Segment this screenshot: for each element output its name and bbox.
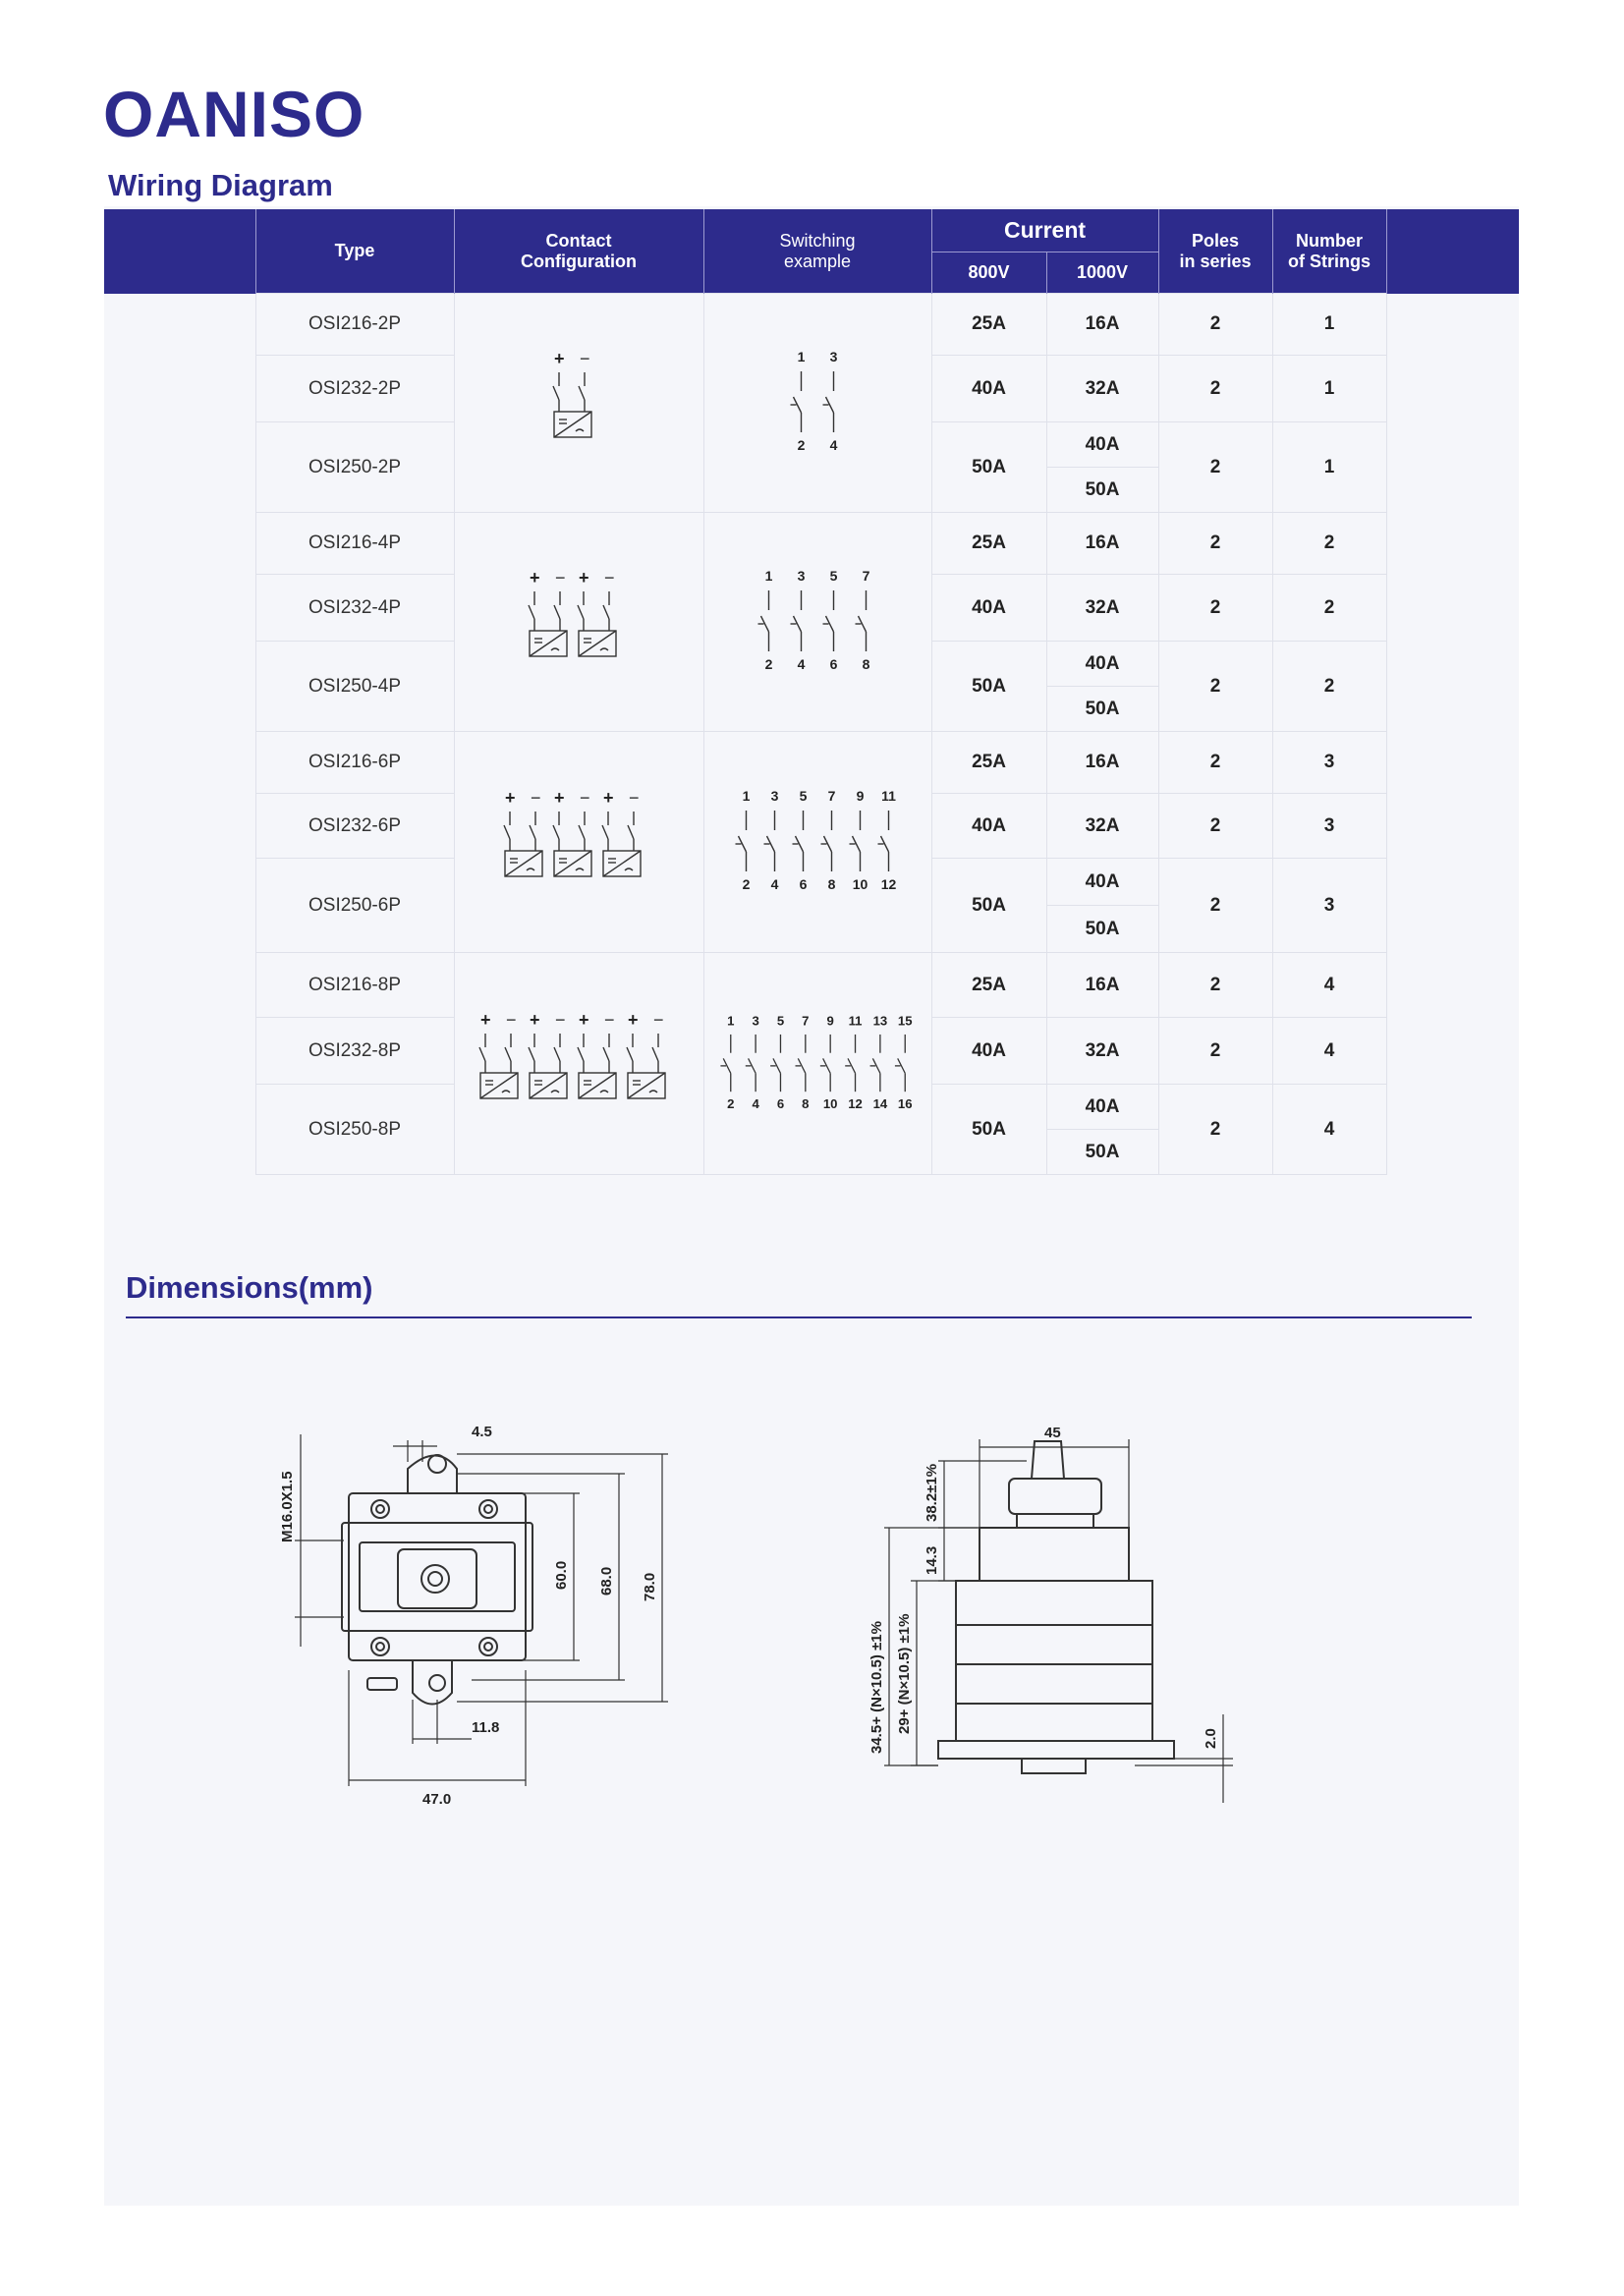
blank-cell [104, 953, 255, 1175]
switching-example-cell [703, 294, 931, 513]
pv-module-icon [504, 812, 542, 876]
pv-module-icon [529, 1034, 567, 1098]
pv-module-icon [602, 812, 641, 876]
terminal-number-top: 11 [881, 788, 896, 804]
terminal-number-bottom: 2 [742, 876, 751, 892]
minus-terminal-label: − [580, 788, 590, 808]
strings-cell: 2 [1272, 575, 1386, 642]
terminal-number-bottom: 6 [799, 876, 808, 892]
terminal-number-top: 3 [751, 1013, 759, 1029]
poles-cell: 2 [1158, 859, 1272, 953]
minus-terminal-label: − [629, 788, 640, 808]
poles-cell: 2 [1158, 1085, 1272, 1175]
header-contact-configuration: Contact Configuration [454, 209, 703, 294]
type-cell: OSI216-6P [255, 732, 454, 794]
header-blank [104, 209, 255, 294]
minus-terminal-label: − [580, 349, 590, 368]
terminal-number-bottom: 8 [827, 876, 836, 892]
current-800v-cell: 50A [931, 642, 1046, 732]
current-800v-cell: 25A [931, 953, 1046, 1018]
terminal-number-top: 1 [742, 788, 751, 804]
minus-terminal-label: − [506, 1009, 517, 1030]
header-1000v: 1000V [1046, 252, 1158, 294]
poles-cell: 2 [1158, 1018, 1272, 1085]
terminal-number-bottom: 6 [829, 656, 838, 672]
current-1000v-cell: 50A [1046, 468, 1158, 513]
terminal-number-top: 3 [797, 568, 806, 584]
type-cell: OSI216-2P [255, 294, 454, 356]
plus-terminal-label: + [628, 1009, 639, 1030]
dimensions-rule [126, 1316, 1472, 1318]
poles-cell: 2 [1158, 575, 1272, 642]
terminal-number-bottom: 10 [822, 1095, 837, 1111]
current-1000v-cell: 32A [1046, 356, 1158, 422]
poles-cell: 2 [1158, 732, 1272, 794]
terminal-number-top: 9 [856, 788, 865, 804]
terminal-number-top: 5 [799, 788, 808, 804]
terminal-number-top: 13 [872, 1013, 887, 1029]
strings-cell: 2 [1272, 642, 1386, 732]
dim-68: 68.0 [598, 1566, 615, 1596]
plus-terminal-label: + [530, 1009, 540, 1030]
minus-terminal-label: − [531, 788, 541, 808]
dim-38-2: 38.2±1% [924, 1463, 940, 1522]
minus-terminal-label: − [555, 568, 566, 588]
terminal-number-bottom: 8 [862, 656, 870, 672]
contact-configuration-cell [454, 953, 703, 1175]
switch-contacts-icon [791, 371, 834, 432]
strings-cell: 2 [1272, 513, 1386, 575]
current-800v-cell: 50A [931, 859, 1046, 953]
terminal-number-top: 7 [862, 568, 870, 584]
current-1000v-cell: 40A [1046, 642, 1158, 687]
type-cell: OSI250-2P [255, 422, 454, 513]
switch-contacts-icon [736, 811, 889, 871]
header-switching-example: Switching example [703, 209, 931, 294]
type-cell: OSI232-2P [255, 356, 454, 422]
pv-module-icon [529, 591, 567, 656]
strings-cell: 4 [1272, 1018, 1386, 1085]
poles-cell: 2 [1158, 794, 1272, 859]
terminal-number-bottom: 10 [852, 876, 868, 892]
terminal-number-bottom: 4 [797, 656, 806, 672]
type-cell: OSI232-6P [255, 794, 454, 859]
switching-example-cell [703, 513, 931, 732]
minus-terminal-label: − [653, 1009, 664, 1030]
strings-cell: 3 [1272, 794, 1386, 859]
terminal-number-top: 1 [764, 568, 773, 584]
blank-cell [104, 513, 255, 732]
terminal-number-bottom: 2 [764, 656, 773, 672]
header-current: Current [931, 209, 1158, 252]
type-cell: OSI216-4P [255, 513, 454, 575]
terminal-number-bottom: 16 [897, 1095, 913, 1111]
table-row [104, 513, 1519, 575]
type-cell: OSI250-4P [255, 642, 454, 732]
poles-cell: 2 [1158, 294, 1272, 356]
switching-example-diagram [704, 1005, 931, 1123]
side-view-drawing [840, 1420, 1262, 1901]
plus-terminal-label: + [603, 788, 614, 808]
current-1000v-cell: 32A [1046, 794, 1158, 859]
current-1000v-cell: 50A [1046, 906, 1158, 953]
current-1000v-cell: 50A [1046, 687, 1158, 732]
current-1000v-cell: 32A [1046, 575, 1158, 642]
blank-cell [1386, 953, 1519, 1175]
current-1000v-cell: 50A [1046, 1130, 1158, 1175]
minus-terminal-label: − [555, 1009, 566, 1030]
terminal-number-bottom: 2 [797, 437, 806, 453]
terminal-number-top: 7 [801, 1013, 809, 1029]
header-blank-right [1386, 209, 1519, 294]
current-800v-cell: 40A [931, 575, 1046, 642]
pv-module-icon [578, 1034, 616, 1098]
plus-terminal-label: + [530, 568, 540, 588]
pv-module-icon [627, 1034, 665, 1098]
switching-example-diagram [770, 344, 865, 462]
plus-terminal-label: + [579, 568, 589, 588]
contact-configuration-diagram [539, 349, 618, 457]
strings-cell: 1 [1272, 356, 1386, 422]
header-poles: Poles in series [1158, 209, 1272, 294]
plus-terminal-label: + [554, 788, 565, 808]
strings-cell: 1 [1272, 294, 1386, 356]
terminal-number-bottom: 4 [770, 876, 779, 892]
current-1000v-cell: 40A [1046, 422, 1158, 468]
header-strings: Number of Strings [1272, 209, 1386, 294]
strings-cell: 4 [1272, 1085, 1386, 1175]
pv-module-icon [553, 812, 591, 876]
current-800v-cell: 25A [931, 294, 1046, 356]
current-800v-cell: 40A [931, 1018, 1046, 1085]
header-800v: 800V [931, 252, 1046, 294]
dim-34-5: 34.5+ (N×10.5) ±1% [868, 1621, 885, 1754]
terminal-number-bottom: 4 [829, 437, 838, 453]
dim-m16: M16.0X1.5 [279, 1471, 296, 1542]
current-1000v-cell: 32A [1046, 1018, 1158, 1085]
terminal-number-top: 5 [776, 1013, 784, 1029]
blank-cell [104, 294, 255, 513]
poles-cell: 2 [1158, 422, 1272, 513]
table-row [104, 732, 1519, 794]
blank-cell [104, 732, 255, 953]
pv-module-icon [479, 1034, 518, 1098]
dim-60: 60.0 [553, 1560, 570, 1590]
type-cell: OSI232-4P [255, 575, 454, 642]
terminal-number-top: 3 [829, 349, 838, 364]
dim-78: 78.0 [642, 1572, 658, 1601]
poles-cell: 2 [1158, 513, 1272, 575]
front-view-drawing [265, 1415, 698, 1867]
poles-cell: 2 [1158, 642, 1272, 732]
pv-module-icon [578, 591, 616, 656]
switching-example-cell [703, 732, 931, 953]
plus-terminal-label: + [579, 1009, 589, 1030]
wiring-diagram-title: Wiring Diagram [108, 168, 333, 202]
plus-terminal-label: + [554, 349, 565, 368]
plus-terminal-label: + [505, 788, 516, 808]
dim-14-3: 14.3 [924, 1545, 940, 1575]
dimensions-title: Dimensions(mm) [126, 1270, 373, 1305]
switching-example-cell [703, 953, 931, 1175]
contact-configuration-diagram [515, 568, 643, 676]
strings-cell: 4 [1272, 953, 1386, 1018]
terminal-number-bottom: 14 [872, 1095, 887, 1111]
blank-cell [1386, 294, 1519, 513]
switch-contacts-icon [720, 1034, 905, 1091]
header-type: Type [255, 209, 454, 294]
contact-configuration-diagram [466, 1010, 692, 1118]
plus-terminal-label: + [480, 1009, 491, 1030]
current-1000v-cell: 16A [1046, 294, 1158, 356]
terminal-number-top: 15 [897, 1013, 913, 1029]
table-row [104, 953, 1519, 1018]
current-800v-cell: 50A [931, 422, 1046, 513]
terminal-number-bottom: 2 [726, 1095, 734, 1111]
terminal-number-top: 1 [797, 349, 806, 364]
current-1000v-cell: 40A [1046, 859, 1158, 906]
table-row [104, 294, 1519, 356]
wiring-table [104, 209, 1519, 1175]
switch-contacts-icon [758, 590, 867, 651]
contact-configuration-cell [454, 732, 703, 953]
dim-2-0: 2.0 [1203, 1728, 1219, 1749]
terminal-number-top: 11 [848, 1013, 862, 1029]
minus-terminal-label: − [604, 1009, 615, 1030]
current-1000v-cell: 40A [1046, 1085, 1158, 1130]
contact-configuration-diagram [490, 788, 667, 896]
dim-45: 45 [1044, 1425, 1061, 1441]
strings-cell: 1 [1272, 422, 1386, 513]
terminal-number-bottom: 4 [751, 1095, 759, 1111]
current-800v-cell: 50A [931, 1085, 1046, 1175]
terminal-number-top: 7 [827, 788, 836, 804]
strings-cell: 3 [1272, 732, 1386, 794]
dim-11-8: 11.8 [472, 1719, 500, 1736]
pv-module-icon [553, 372, 591, 437]
current-800v-cell: 25A [931, 513, 1046, 575]
terminal-number-bottom: 12 [880, 876, 897, 892]
current-800v-cell: 25A [931, 732, 1046, 794]
type-cell: OSI250-8P [255, 1085, 454, 1175]
contact-configuration-cell [454, 294, 703, 513]
terminal-number-bottom: 6 [776, 1095, 784, 1111]
type-cell: OSI250-6P [255, 859, 454, 953]
current-1000v-cell: 16A [1046, 732, 1158, 794]
dim-47: 47.0 [422, 1791, 452, 1808]
terminal-number-bottom: 8 [801, 1095, 809, 1111]
current-800v-cell: 40A [931, 356, 1046, 422]
terminal-number-top: 9 [826, 1013, 834, 1029]
dim-29: 29+ (N×10.5) ±1% [896, 1613, 913, 1734]
type-cell: OSI232-8P [255, 1018, 454, 1085]
switching-example-diagram [717, 783, 918, 901]
current-800v-cell: 40A [931, 794, 1046, 859]
strings-cell: 3 [1272, 859, 1386, 953]
switching-example-diagram [738, 563, 897, 681]
current-1000v-cell: 16A [1046, 953, 1158, 1018]
type-cell: OSI216-8P [255, 953, 454, 1018]
terminal-number-top: 3 [770, 788, 779, 804]
blank-cell [1386, 513, 1519, 732]
terminal-number-bottom: 12 [847, 1095, 863, 1111]
terminal-number-top: 1 [726, 1013, 734, 1029]
brand-logo: OANISO [103, 78, 365, 150]
current-1000v-cell: 16A [1046, 513, 1158, 575]
dim-4-5: 4.5 [472, 1424, 492, 1440]
contact-configuration-cell [454, 513, 703, 732]
poles-cell: 2 [1158, 953, 1272, 1018]
terminal-number-top: 5 [829, 568, 838, 584]
poles-cell: 2 [1158, 356, 1272, 422]
minus-terminal-label: − [604, 568, 615, 588]
blank-cell [1386, 732, 1519, 953]
